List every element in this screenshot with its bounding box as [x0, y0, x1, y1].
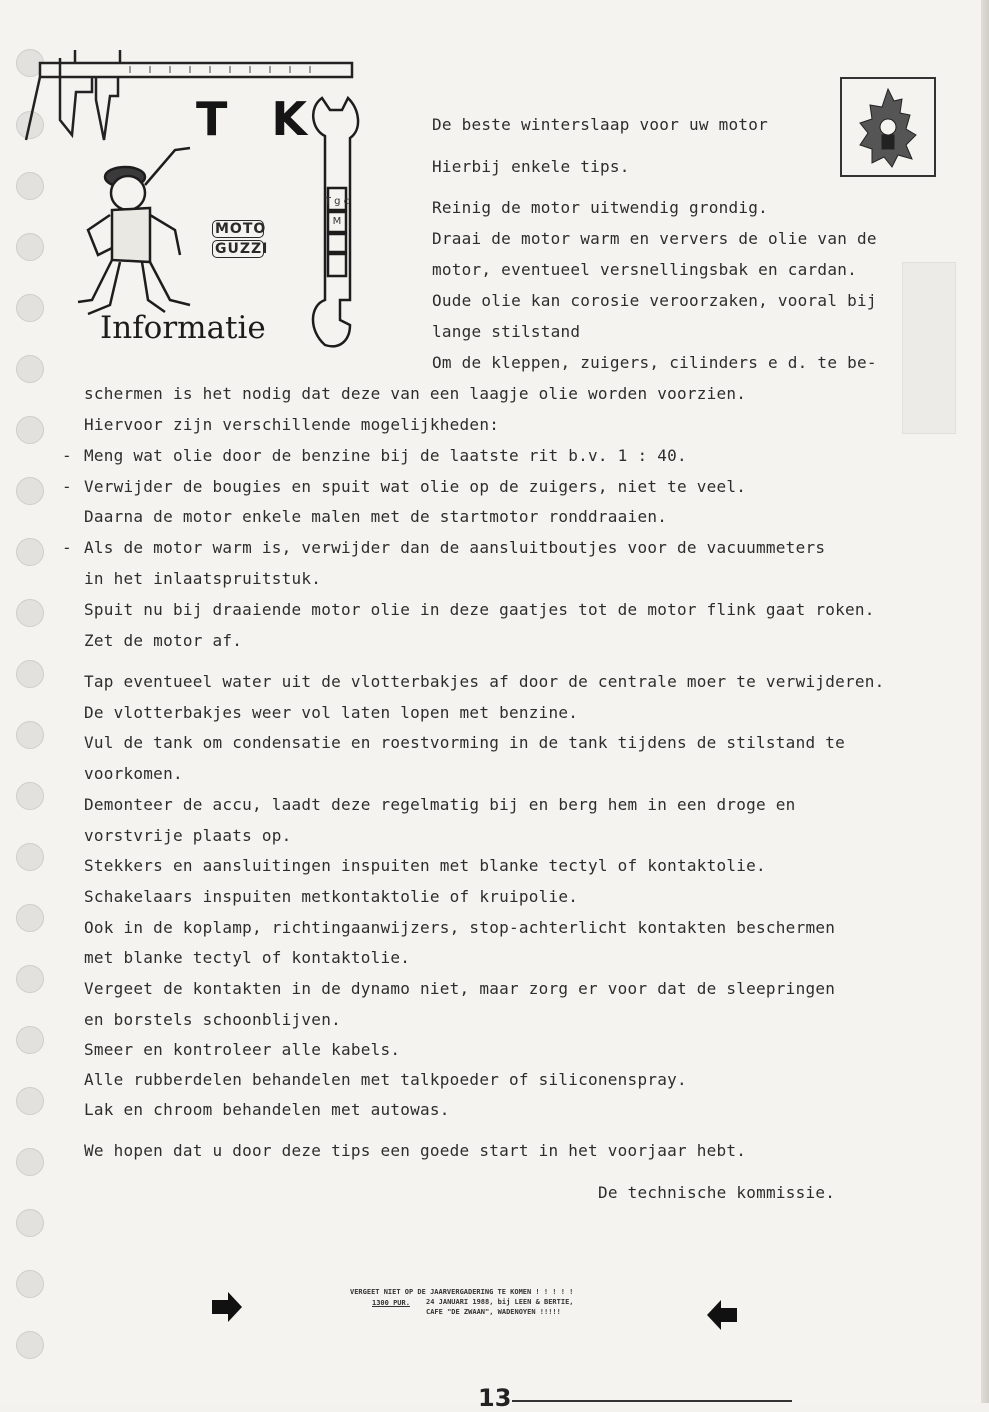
page-number-rule — [512, 1400, 792, 1402]
text-line: Schakelaars inspuiten metkontaktolie of kruipolie. — [84, 887, 579, 906]
text-line: Spuit nu bij draaiende motor olie in deze gaatjes tot de motor flink gaat roken. — [84, 600, 875, 619]
text-line: Hierbij enkele tips. — [432, 157, 630, 176]
text-line: Zet de motor af. — [84, 631, 243, 650]
text-line: Reinig de motor uitwendig grondig. — [432, 198, 769, 217]
announcement-line: 24 JANUARI 1988, bij LEEN & BERTIE, — [426, 1298, 574, 1306]
text-line: Oude olie kan corosie veroorzaken, vooral bij — [432, 291, 877, 310]
announcement-line: VERGEET NIET OP DE JAARVERGADERING TE KOMEN ! ! ! ! ! — [350, 1288, 574, 1296]
text-line: Meng wat olie door de benzine bij de laatste rit b.v. 1 : 40. — [84, 446, 687, 465]
text-line: Stekkers en aansluitingen inspuiten met blanke tectyl of kontaktolie. — [84, 856, 766, 875]
text-line: Tap eventueel water uit de vlotterbakjes af door de centrale moer te verwijderen. — [84, 672, 885, 691]
list-dash: - — [62, 538, 72, 557]
text-line: Vergeet de kontakten in de dynamo niet, maar zorg er voor dat de sleepringen — [84, 979, 836, 998]
announcement-line: CAFE "DE ZWAAN", WADENOYEN !!!!! — [426, 1308, 561, 1316]
text-line: Demonteer de accu, laadt deze regelmatig bij en berg hem in een droge en — [84, 795, 796, 814]
text-line: Smeer en kontroleer alle kabels. — [84, 1040, 401, 1059]
text-line: Ook in de koplamp, richtingaanwijzers, stop-achterlicht kontakten beschermen — [84, 918, 836, 937]
text-line: Vul de tank om condensatie en roestvorming in de tank tijdens de stilstand te — [84, 733, 845, 752]
text-line: en borstels schoonblijven. — [84, 1010, 341, 1029]
text-line: schermen is het nodig dat deze van een laagje olie worden voorzien. — [84, 384, 747, 403]
list-dash: - — [62, 446, 72, 465]
announcement-label: 1300 PUR. — [372, 1299, 410, 1307]
text-line: De beste winterslaap voor uw motor — [432, 115, 769, 134]
text-line: We hopen dat u door deze tips een goede start in het voorjaar hebt. — [84, 1141, 747, 1160]
left-arrow-icon — [705, 1298, 739, 1336]
logo-moto-text: MOTO — [212, 220, 264, 238]
wrench-letters: T g c M — [324, 196, 350, 227]
informatie-title: Informatie — [100, 310, 266, 346]
meeting-announcement — [350, 1287, 610, 1317]
text-line: in het inlaatspruitstuk. — [84, 569, 322, 588]
right-arrow-icon — [210, 1290, 244, 1328]
text-line: motor, eventueel versnellingsbak en cardan. — [432, 260, 857, 279]
tk-title: T K — [196, 92, 322, 146]
text-line: Lak en chroom behandelen met autowas. — [84, 1100, 450, 1119]
text-line: voorkomen. — [84, 764, 183, 783]
logo-guzzi-text: GUZZI — [212, 240, 264, 258]
text-line: De vlotterbakjes weer vol laten lopen met benzine. — [84, 703, 579, 722]
text-line: Daarna de motor enkele malen met de startmotor ronddraaien. — [84, 507, 668, 526]
text-line: lange stilstand — [432, 322, 581, 341]
signature-line: De technische kommissie. — [598, 1183, 836, 1202]
list-dash: - — [62, 477, 72, 496]
text-line: Verwijder de bougies en spuit wat olie op de zuigers, niet te veel. — [84, 477, 747, 496]
text-line: met blanke tectyl of kontaktolie. — [84, 948, 411, 967]
text-line: vorstvrije plaats op. — [84, 826, 292, 845]
text-line: Om de kleppen, zuigers, cilinders e d. te be- — [432, 353, 877, 372]
text-line: Alle rubberdelen behandelen met talkpoeder of siliconenspray. — [84, 1070, 687, 1089]
text-line: Als de motor warm is, verwijder dan de aansluitboutjes voor de vacuummeters — [84, 538, 826, 557]
text-line: Draai de motor warm en ververs de olie van de — [432, 229, 877, 248]
page-number: 13 — [478, 1384, 512, 1412]
text-line: Hiervoor zijn verschillende mogelijkheden: — [84, 415, 500, 434]
